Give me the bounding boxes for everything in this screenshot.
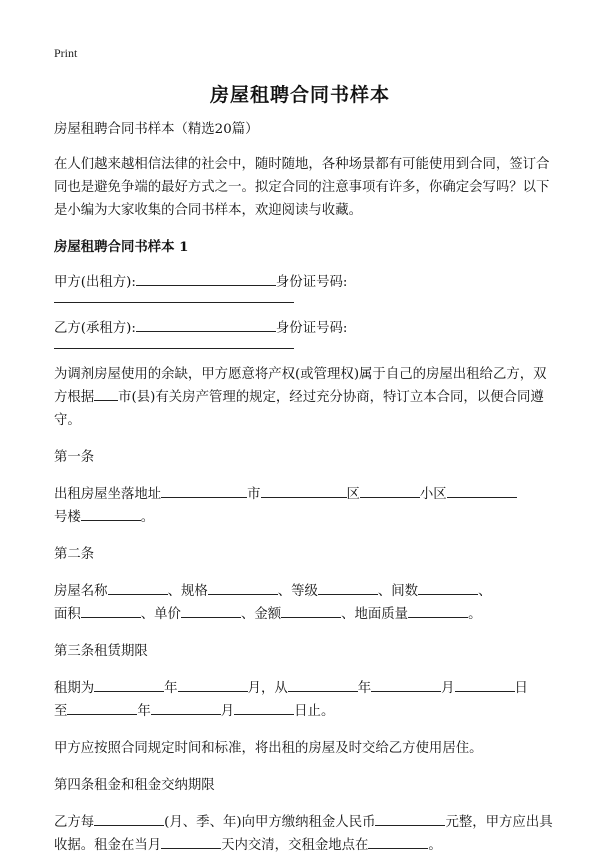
payment-place-field[interactable] [368, 834, 428, 849]
district-label: 区 [346, 487, 360, 502]
start-month-field[interactable] [371, 677, 441, 692]
year-label: 年 [164, 681, 178, 696]
building-label: 号楼 [54, 510, 81, 525]
article-3 [54, 677, 554, 723]
city-label: 市 [247, 487, 261, 502]
intro-paragraph: 在人们越来越相信法律的社会中，随时随地，各种场景都有可能使用到合同，签订合同也是避免争端的最好方式之一。拟定合同的注意事项有许多，你确定会写吗？以下是小编为大家收集的合同书样本，欢迎阅读与收藏。 [54, 157, 550, 218]
print-link[interactable]: Print [54, 46, 78, 60]
article-2 [54, 580, 554, 626]
payment-days-field[interactable] [161, 834, 221, 849]
rent-period-label: 乙方每 [54, 815, 95, 830]
month-from-label: 月，从 [247, 681, 288, 696]
party-b-label: 乙方(承租方): [54, 321, 136, 336]
term-months-field[interactable] [178, 677, 248, 692]
unit-price-label: 、单价 [140, 607, 181, 622]
end-label: 日止。 [294, 704, 335, 719]
party-b-id-label: 身份证号码: [275, 321, 348, 336]
preamble-text-2: 市(县)有关房产管理的规定，经过充分协商，特订立本合同，以便合同遵守。 [54, 390, 544, 428]
area-label: 面积 [54, 607, 81, 622]
period: 。 [428, 838, 442, 853]
rooms-label: 、间数 [377, 584, 419, 599]
rent-payment-text: (月、季、年)向甲方缴纳租金人民币 [164, 815, 376, 830]
amount-field[interactable] [281, 603, 341, 618]
house-name-label: 房屋名称 [54, 584, 108, 599]
month-label-3: 月 [220, 704, 235, 719]
receipt-text: 元整，甲方应出具收据。租金在当月 [54, 815, 553, 853]
rooms-field[interactable] [418, 580, 478, 595]
address-field[interactable] [161, 483, 247, 498]
building-field[interactable] [81, 506, 141, 521]
community-field[interactable] [447, 483, 517, 498]
end-day-field[interactable] [234, 700, 294, 715]
floor-quality-label: 、地面质量 [341, 607, 409, 622]
article-4 [54, 811, 554, 857]
grade-field[interactable] [318, 580, 378, 595]
article-1-title: 第一条 [54, 450, 95, 465]
period: 。 [140, 510, 155, 525]
subtitle: 房屋租聘合同书样本（精选20篇） [54, 122, 259, 137]
to-label: 至 [54, 704, 68, 719]
period: 。 [468, 607, 482, 622]
party-a-name-field[interactable] [136, 271, 276, 286]
article-1 [54, 483, 554, 529]
contract-heading: 房屋租聘合同书样本 1 [54, 239, 189, 255]
preamble [54, 363, 554, 432]
city-name-field[interactable] [261, 483, 347, 498]
amount-label: 、金额 [240, 607, 282, 622]
party-b-name-field[interactable] [136, 317, 276, 332]
spec-field[interactable] [208, 580, 278, 595]
start-year-field[interactable] [288, 677, 358, 692]
address-label: 出租房屋坐落地址 [54, 487, 162, 502]
unit-price-field[interactable] [181, 603, 241, 618]
community-label: 小区 [419, 487, 447, 502]
article-2-title: 第二条 [54, 547, 95, 562]
article-4-title: 第四条租金和租金交纳期限 [54, 778, 215, 793]
district-field[interactable] [360, 483, 420, 498]
end-month-field[interactable] [151, 700, 221, 715]
house-name-field[interactable] [108, 580, 168, 595]
party-a-line [54, 271, 554, 294]
month-label-2: 月 [441, 681, 455, 696]
spec-label: 、规格 [167, 584, 208, 599]
year-label-2: 年 [357, 681, 372, 696]
separator: 、 [478, 584, 492, 599]
article-3-title: 第三条租赁期限 [54, 644, 148, 659]
city-field[interactable] [94, 386, 118, 401]
article-3-text: 甲方应按照合同规定时间和标准，将出租的房屋及时交给乙方使用居住。 [54, 741, 483, 756]
floor-quality-field[interactable] [408, 603, 468, 618]
end-year-field[interactable] [67, 700, 137, 715]
area-field[interactable] [81, 603, 141, 618]
start-day-field[interactable] [455, 677, 515, 692]
rent-amount-field[interactable] [375, 811, 445, 826]
preamble-text-1: 为调剂房屋使用的余缺，甲方愿意将产权(或管理权)属于自己的房屋出租给乙方，双方根据 [54, 367, 547, 405]
page-title: 房屋租聘合同书样本 [209, 84, 390, 106]
year-label-3: 年 [137, 704, 151, 719]
party-b-line [54, 317, 554, 340]
grade-label: 、等级 [277, 584, 318, 599]
document-body [54, 118, 554, 857]
party-a-label: 甲方(出租方): [54, 275, 136, 290]
term-years-field[interactable] [94, 677, 164, 692]
day-label: 日 [514, 681, 528, 696]
rent-period-field[interactable] [94, 811, 164, 826]
term-label: 租期为 [54, 681, 95, 696]
party-a-id-label: 身份证号码: [275, 275, 348, 290]
payment-place-label: 天内交清，交租金地点在 [221, 838, 369, 853]
